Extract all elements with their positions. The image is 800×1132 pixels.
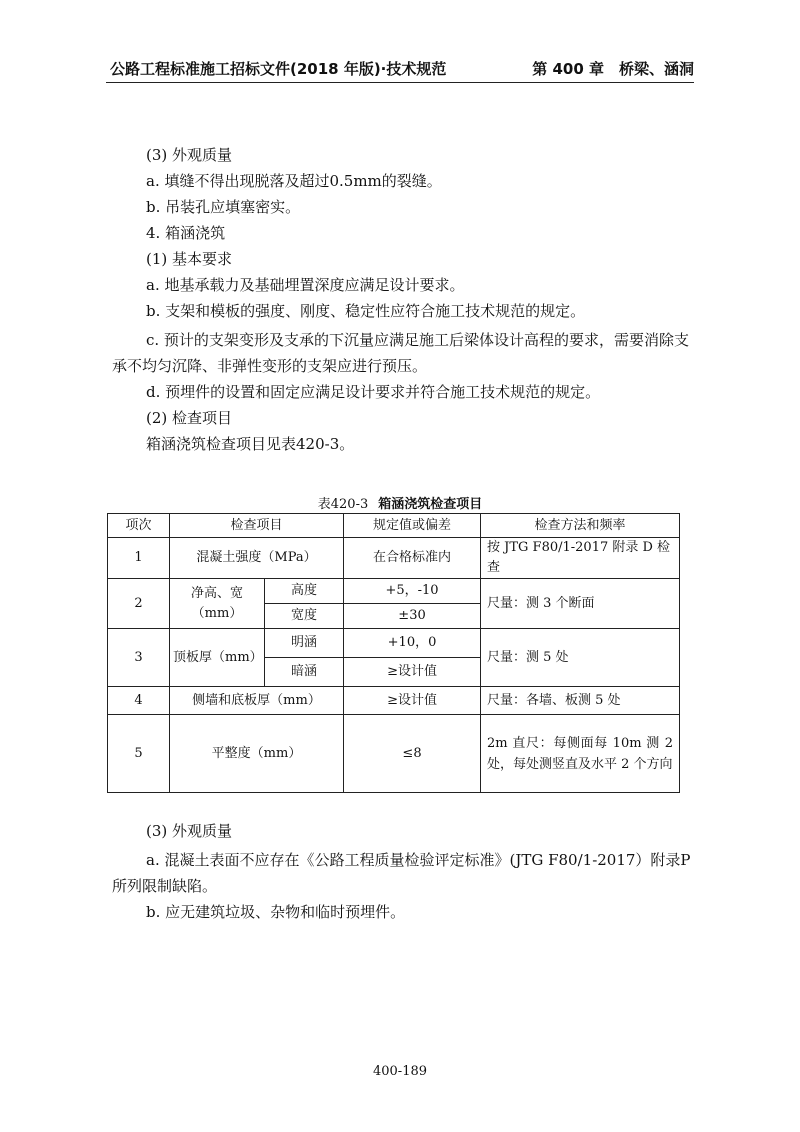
section-heading: (1) 基本要求 — [146, 250, 233, 268]
header-cell: 项次 — [108, 514, 170, 538]
table-number: 表420-3 — [317, 497, 369, 512]
tolerance-value: ≥设计值 — [344, 658, 481, 687]
page-number: 400-189 — [372, 1064, 428, 1079]
check-item: 顶板厚（mm） — [170, 629, 265, 687]
paragraph: b. 支架和模板的强度、刚度、稳定性应符合施工技术规范的规定。 — [146, 302, 586, 320]
row-number: 1 — [108, 538, 170, 579]
check-item: 混凝土强度（MPa） — [170, 538, 344, 579]
header-document-title: 公路工程标准施工招标文件(2018 年版)·技术规范 — [110, 60, 447, 78]
check-item — [170, 579, 265, 629]
table-row — [108, 687, 680, 715]
header-cell: 规定值或偏差 — [344, 514, 481, 538]
paragraph: d. 预埋件的设置和固定应满足设计要求并符合施工技术规范的规定。 — [146, 383, 601, 401]
check-method: 尺量：测 3 个断面 — [481, 579, 680, 629]
paragraph: a. 混凝土表面不应存在《公路工程质量检验评定标准》(JTG F80/1-2017）附录P所列限制缺陷。 — [112, 851, 691, 895]
paragraph: b. 应无建筑垃圾、杂物和临时预埋件。 — [146, 903, 406, 921]
table-header-row — [108, 514, 680, 538]
paragraph: a. 填缝不得出现脱落及超过0.5mm的裂缝。 — [146, 172, 442, 190]
tolerance-value: +10，0 — [344, 629, 481, 658]
check-item-unit: （mm） — [191, 605, 243, 621]
row-number: 4 — [108, 687, 170, 715]
header-chapter-title: 第 400 章 桥梁、涵洞 — [532, 60, 694, 78]
tolerance-value: ≥设计值 — [344, 687, 481, 715]
row-number: 5 — [108, 715, 170, 793]
section-heading: 4. 箱涵浇筑 — [146, 224, 226, 242]
header-cell: 检查项目 — [170, 514, 344, 538]
section-heading: (2) 检查项目 — [146, 409, 233, 427]
paragraph: 箱涵浇筑检查项目见表420-3。 — [146, 435, 355, 453]
section-heading: (3) 外观质量 — [146, 146, 233, 164]
check-item: 侧墙和底板厚（mm） — [170, 687, 344, 715]
tolerance-value: +5，-10 — [344, 579, 481, 604]
table-row — [108, 538, 680, 579]
row-number: 2 — [108, 579, 170, 629]
sub-item: 暗涵 — [265, 658, 344, 687]
check-method: 按 JTG F80/1-2017 附录 D 检查 — [481, 538, 680, 579]
paragraph: b. 吊装孔应填塞密实。 — [146, 198, 301, 216]
check-item-line: 净高、宽 — [190, 585, 243, 601]
row-number: 3 — [108, 629, 170, 687]
tolerance-value: ±30 — [344, 604, 481, 629]
tolerance-value: ≤8 — [344, 715, 481, 793]
sub-item: 宽度 — [265, 604, 344, 629]
section-heading: (3) 外观质量 — [146, 822, 233, 840]
check-method: 尺量：各墙、板测 5 处 — [481, 687, 680, 715]
tolerance-value: 在合格标准内 — [344, 538, 481, 579]
table-row — [108, 715, 680, 793]
sub-item: 明涵 — [265, 629, 344, 658]
table-row — [108, 629, 680, 658]
inspection-table — [107, 513, 680, 793]
sub-item: 高度 — [265, 579, 344, 604]
check-method: 尺量：测 5 处 — [481, 629, 680, 687]
paragraph: a. 地基承载力及基础埋置深度应满足设计要求。 — [146, 276, 465, 294]
table-title: 箱涵浇筑检查项目 — [378, 497, 483, 512]
check-item: 平整度（mm） — [170, 715, 344, 793]
check-method: 2m 直尺：每侧面每 10m 测 2 处，每处测竖直及水平 2 个方向 — [481, 715, 680, 793]
paragraph: c. 预计的支架变形及支承的下沉量应满足施工后梁体设计高程的要求，需要消除支承不均匀沉降、非弹性变形的支架应进行预压。 — [112, 331, 689, 375]
header-cell: 检查方法和频率 — [481, 514, 680, 538]
table-row — [108, 579, 680, 604]
page-header — [106, 56, 694, 83]
table-caption — [0, 493, 800, 512]
